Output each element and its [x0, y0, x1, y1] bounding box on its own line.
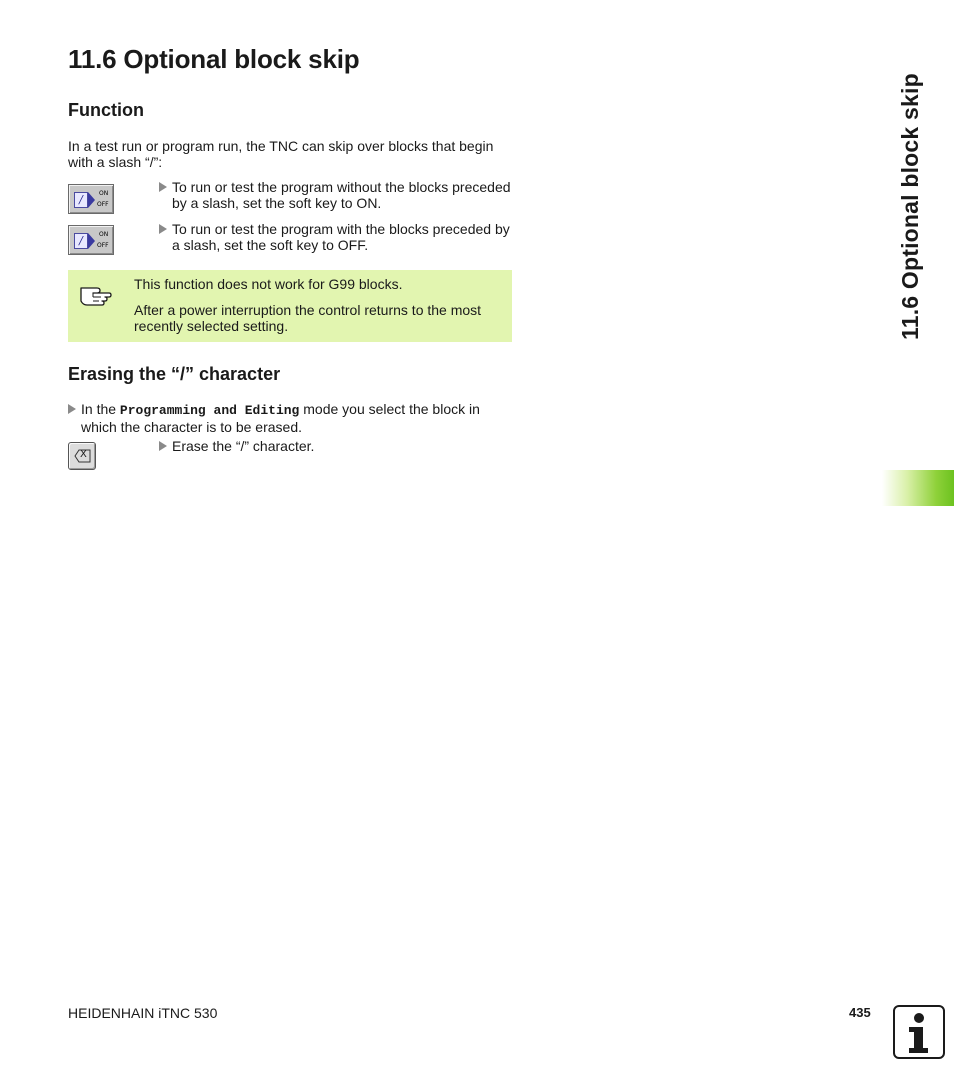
step-set-off — [159, 221, 514, 253]
chapter-tab-marker — [882, 470, 954, 506]
softkey-on-label: ON — [99, 231, 109, 238]
mode-name: Programming and Editing — [119, 403, 300, 418]
softkey-off-label: OFF — [97, 201, 109, 208]
info-icon — [893, 1005, 945, 1059]
block-skip-softkey-on[interactable] — [68, 184, 114, 214]
page-number: 435 — [849, 1005, 871, 1020]
step-erase — [159, 438, 514, 454]
block-skip-softkey-off[interactable] — [68, 225, 114, 255]
pointing-hand-icon — [79, 280, 113, 311]
erasing-heading: Erasing the “/” character — [68, 364, 281, 384]
step-select-block — [68, 401, 514, 435]
note-box — [68, 270, 512, 342]
step-set-on-text: To run or test the program without the blocks preceded by a slash, set the soft key to ON. — [172, 179, 511, 211]
delete-character-key[interactable] — [68, 442, 96, 470]
bullet-triangle-icon — [159, 441, 167, 451]
step-erase-text: Erase the “/” character. — [172, 438, 315, 454]
bullet-triangle-icon — [159, 224, 167, 234]
step-set-on — [159, 179, 514, 211]
footer-product: HEIDENHAIN iTNC 530 — [68, 1005, 218, 1021]
step-select-suffix: mode you select the block in which the character is to be erased. — [81, 401, 480, 435]
slash-icon: / — [74, 233, 88, 249]
arrow-right-icon — [88, 192, 95, 208]
softkey-off-label: OFF — [97, 242, 109, 249]
note-power-interruption: After a power interruption the control returns to the most recently selected setting. — [134, 302, 482, 334]
page-title: 11.6 Optional block skip — [68, 44, 360, 74]
slash-icon: / — [74, 192, 88, 208]
function-intro: In a test run or program run, the TNC can skip over blocks that begin with a slash “/”: — [68, 138, 494, 170]
bullet-triangle-icon — [68, 404, 76, 414]
arrow-right-icon — [88, 233, 95, 249]
function-heading: Function — [68, 100, 144, 120]
softkey-on-label: ON — [99, 190, 109, 197]
step-select-prefix: In the — [81, 401, 120, 417]
side-running-title: 11.6 Optional block skip — [897, 73, 923, 340]
step-set-off-text: To run or test the program with the blocks preceded by a slash, set the soft key to OFF. — [172, 221, 510, 253]
note-g99: This function does not work for G99 blocks. — [134, 276, 403, 292]
bullet-triangle-icon — [159, 182, 167, 192]
delete-key-label: X — [80, 449, 87, 460]
